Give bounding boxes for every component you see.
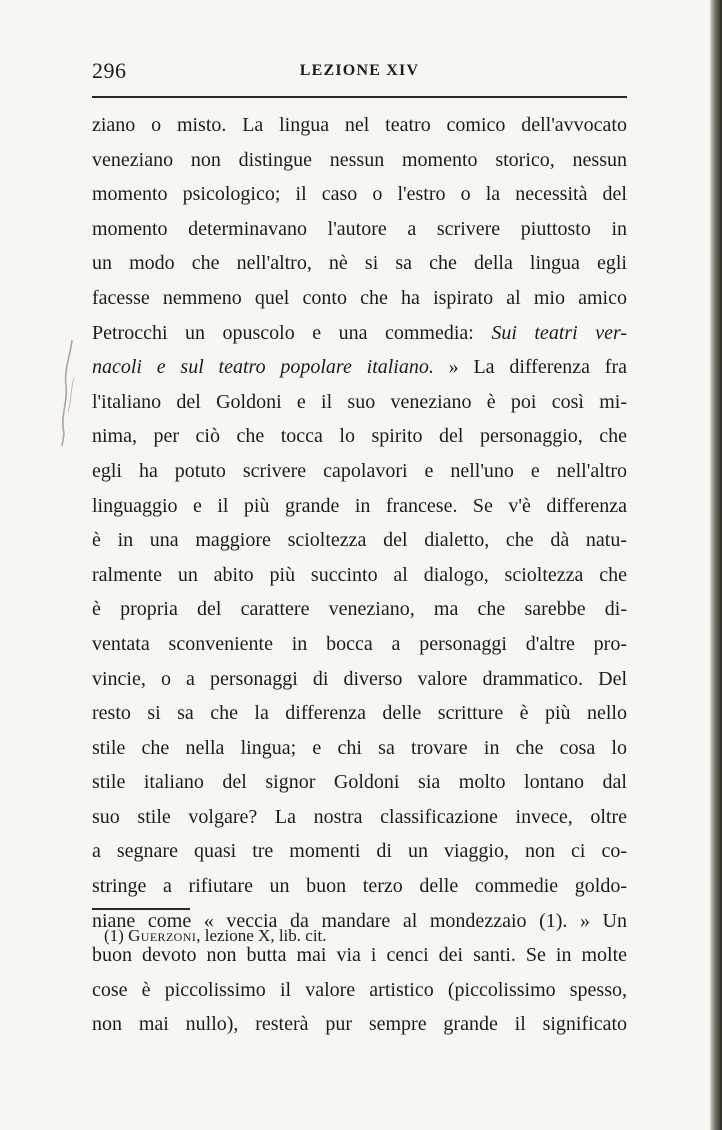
footnote-author: Guerzoni xyxy=(128,926,197,945)
text-line: veneziano non distingue nessun momento storico, nessun xyxy=(92,148,627,171)
text-line: momento psicologico; il caso o l'estro o la necessità del xyxy=(92,183,627,206)
text-line: stile italiano del signor Goldoni sia molto lontano dal xyxy=(92,771,627,794)
footnote-marker: (1) xyxy=(104,926,124,945)
header-rule xyxy=(92,96,627,98)
text-line: buon devoto non butta mai via i cenci dei santi. Se in molte xyxy=(92,944,627,967)
italic-title-segment: Sui teatri ver- xyxy=(491,321,627,344)
text-line: vincie, o a personaggi di diverso valore drammatico. Del xyxy=(92,667,627,690)
text-line: momento determinavano l'autore a scrivere piuttosto in xyxy=(92,217,627,240)
text-line: linguaggio e il più grande in francese. Se v'è differenza xyxy=(92,494,627,517)
text-line: facesse nemmeno quel conto che ha ispirato al mio amico xyxy=(92,286,627,309)
text-line-mixed xyxy=(92,316,627,351)
running-title: LEZIONE XIV xyxy=(299,62,420,79)
text-line: l'italiano del Goldoni e il suo veneziano è poi così mi- xyxy=(92,390,627,413)
body-text xyxy=(92,108,627,1042)
text-line: suo stile volgare? La nostra classificazione invece, oltre xyxy=(92,805,627,828)
text-segment: » La differenza fra xyxy=(433,356,627,379)
text-line: ralmente un abito più succinto al dialogo, scioltezza che xyxy=(92,563,627,586)
text-segment: Petrocchi un opuscolo e una commedia: xyxy=(92,321,492,344)
page-number: 296 xyxy=(92,58,127,83)
text-line: un modo che nell'altro, nè si sa che della lingua egli xyxy=(92,252,627,275)
text-line: egli ha potuto scrivere capolavori e nell'uno e nell'altro xyxy=(92,459,627,482)
page-edge-shadow xyxy=(710,0,722,1130)
text-line: resto si sa che la differenza delle scritture è più nello xyxy=(92,702,627,725)
text-line: è propria del carattere veneziano, ma che sarebbe di- xyxy=(92,598,627,621)
text-line: cose è piccolissimo il valore artistico (piccolissimo spesso, xyxy=(92,978,627,1001)
text-line: a segnare quasi tre momenti di un viaggio, non ci co- xyxy=(92,840,627,863)
text-line: ventata sconveniente in bocca a personaggi d'altre pro- xyxy=(92,632,627,655)
italic-title-segment: nacoli e sul teatro popolare italiano. xyxy=(92,356,434,379)
margin-pencil-mark xyxy=(56,338,78,448)
text-line: stringe a rifiutare un buon terzo delle commedie goldo- xyxy=(92,875,627,898)
text-line: nima, per ciò che tocca lo spirito del personaggio, che xyxy=(92,425,627,448)
text-line: niane come « veccia da mandare al mondezzaio (1). » Un xyxy=(92,909,627,932)
text-line: non mai nullo), resterà pur sempre grande il significato xyxy=(92,1013,627,1036)
footnote-rule xyxy=(92,908,190,910)
text-line: è in una maggiore scioltezza del dialetto, che dà natu- xyxy=(92,529,627,552)
footnote xyxy=(104,926,327,946)
text-line-mixed xyxy=(92,350,627,385)
page-header xyxy=(92,58,627,88)
footnote-citation: , lezione X, lib. cit. xyxy=(196,926,327,945)
text-line: ziano o misto. La lingua nel teatro comico dell'avvocato xyxy=(92,114,627,136)
text-line: stile che nella lingua; e chi sa trovare in che cosa lo xyxy=(92,736,627,759)
